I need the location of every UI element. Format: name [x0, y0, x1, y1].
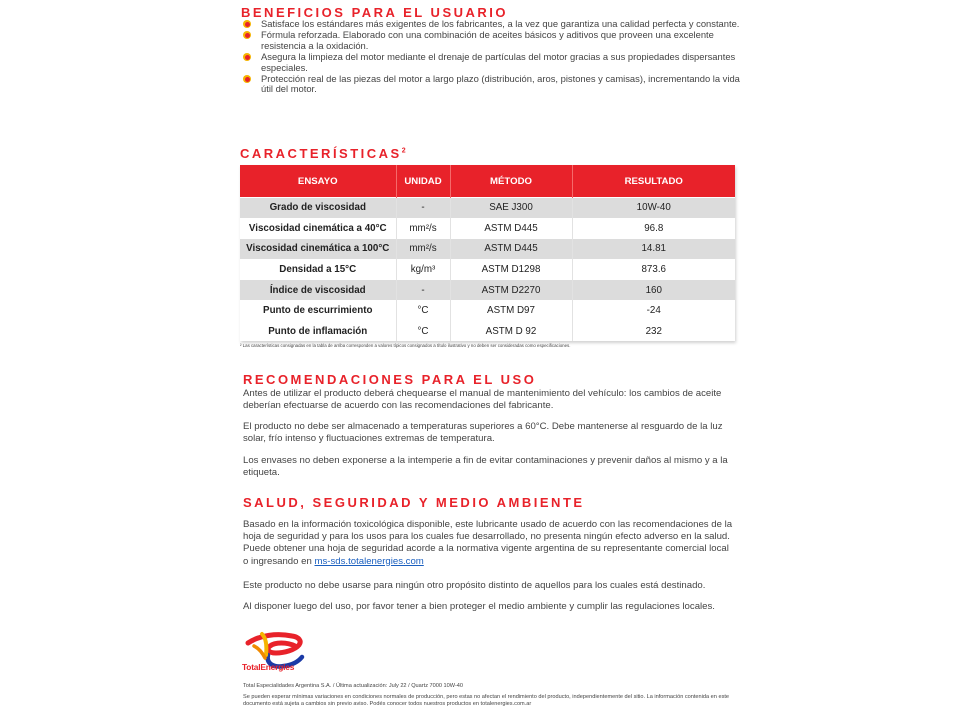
- cell-ensayo: Punto de escurrimiento: [240, 300, 396, 321]
- cell-metodo: ASTM D1298: [450, 259, 572, 280]
- header-metodo: MÉTODO: [450, 165, 572, 198]
- brand-name: TotalEnergies: [242, 662, 295, 672]
- table-row: [240, 198, 735, 219]
- recomendaciones-title: RECOMENDACIONES PARA EL USO: [243, 372, 537, 387]
- cell-resultado: 232: [572, 321, 735, 341]
- cell-unidad: mm²/s: [396, 218, 450, 239]
- cell-ensayo: Grado de viscosidad: [240, 198, 396, 219]
- beneficio-item: Satisface los estándares más exigentes de los fabricantes, a la vez que garantiza una calidad perfecta y constante.: [242, 19, 742, 29]
- characteristics-table: [240, 165, 735, 341]
- recomendaciones-paragraph-2: El producto no debe ser almacenado a temperaturas superiores a 60°C. Debe mantenerse al resguardo de la luz solar, frío intenso y fluctuaciones extremas de temperatura.: [243, 421, 723, 445]
- cell-resultado: 14.81: [572, 239, 735, 260]
- cell-metodo: ASTM D445: [450, 239, 572, 260]
- beneficios-list: [242, 19, 742, 96]
- footnote-marker: 2: [401, 147, 406, 155]
- header-ensayo: ENSAYO: [240, 165, 396, 198]
- cell-resultado: 160: [572, 280, 735, 301]
- cell-unidad: -: [396, 280, 450, 301]
- cell-metodo: ASTM D445: [450, 218, 572, 239]
- table-row: [240, 218, 735, 239]
- salud-title: SALUD, SEGURIDAD Y MEDIO AMBIENTE: [243, 495, 585, 510]
- cell-unidad: mm²/s: [396, 239, 450, 260]
- table-row: [240, 259, 735, 280]
- cell-ensayo: Punto de inflamación: [240, 321, 396, 341]
- cell-metodo: ASTM D97: [450, 300, 572, 321]
- cell-ensayo: Viscosidad cinemática a 40°C: [240, 218, 396, 239]
- cell-unidad: °C: [396, 321, 450, 341]
- table-row: [240, 280, 735, 301]
- beneficios-title: BENEFICIOS PARA EL USUARIO: [241, 5, 509, 20]
- table-footnote: ² Las características consignadas en la tabla de arriba corresponden a valores típicos consignados a título ilustrativo y no deben ser consideradas como especificaciones.: [240, 343, 571, 348]
- cell-resultado: -24: [572, 300, 735, 321]
- header-resultado: RESULTADO: [572, 165, 735, 198]
- salud-paragraph-2: Este producto no debe usarse para ningún otro propósito distinto de aquellos para los cuales está destinado.: [243, 580, 706, 591]
- table-header-row: [240, 165, 735, 198]
- table-row: [240, 321, 735, 341]
- bullet-icon: [243, 53, 251, 61]
- table-row: [240, 300, 735, 321]
- caracteristicas-title: CARACTERÍSTICAS$^2$: [240, 146, 406, 161]
- cell-unidad: -: [396, 198, 450, 219]
- salud-paragraph-3: Al disponer luego del uso, por favor tener a bien proteger el medio ambiente y cumplir las regulaciones locales.: [243, 601, 715, 612]
- cell-metodo: SAE J300: [450, 198, 572, 219]
- beneficio-item: Fórmula reforzada. Elaborado con una combinación de aceites básicos y aditivos que proveen una excelente resistencia a la oxidación.: [242, 30, 742, 51]
- cell-metodo: ASTM D 92: [450, 321, 572, 341]
- beneficio-item: Protección real de las piezas del motor a largo plazo (distribución, aros, pistones y camisas), incrementando la vida útil del motor.: [242, 74, 742, 95]
- table-row: [240, 239, 735, 260]
- cell-metodo: ASTM D2270: [450, 280, 572, 301]
- recomendaciones-paragraph-1: Antes de utilizar el producto deberá chequearse el manual de mantenimiento del vehículo: los cambios de aceite deberían efectuarse de acuerdo con las recomendaciones del fabricante.: [243, 388, 722, 412]
- cell-unidad: kg/m³: [396, 259, 450, 280]
- bullet-icon: [243, 20, 251, 28]
- company-line: Total Especialidades Argentina S.A. / Última actualización: July 22 / Quartz 7000 10W-40: [243, 683, 464, 689]
- cell-resultado: 873.6: [572, 259, 735, 280]
- cell-ensayo: Viscosidad cinemática a 100°C: [240, 239, 396, 260]
- salud-paragraph-1: Basado en la información toxicológica disponible, este lubricante usado de acuerdo con las recomendaciones de la hoja de seguridad y para los usos para los cuales fue desarrollado, no presenta ningún efecto adverso en la salud. Puede obtener una hoja de seguridad acorde a la normativa vigente argentina de su representante comercial local o ingresando en ms-sds.totalenergies.com: [243, 519, 733, 567]
- beneficio-item: Asegura la limpieza del motor mediante el drenaje de partículas del motor gracias a sus propiedades dispersantes especiales.: [242, 52, 742, 73]
- bullet-icon: [243, 31, 251, 39]
- disclaimer: Se pueden esperar mínimas variaciones en condiciones normales de producción, pero estas no afectan el rendimiento del producto, independientemente del sitio. La información contenida en este documento está sujeta a cambios sin previo aviso. Podés conocer todos nuestros productos en totalenergies.com.ar: [243, 694, 730, 707]
- cell-resultado: 10W-40: [572, 198, 735, 219]
- sds-link[interactable]: ms-sds.totalenergies.com: [314, 555, 424, 567]
- recomendaciones-paragraph-3: Los envases no deben exponerse a la intemperie a fin de evitar contaminaciones y prevenir daños al mismo y a la etiqueta.: [243, 455, 728, 479]
- bullet-icon: [243, 75, 251, 83]
- cell-ensayo: Densidad a 15°C: [240, 259, 396, 280]
- cell-resultado: 96.8: [572, 218, 735, 239]
- header-unidad: UNIDAD: [396, 165, 450, 198]
- cell-ensayo: Índice de viscosidad: [240, 280, 396, 301]
- cell-unidad: °C: [396, 300, 450, 321]
